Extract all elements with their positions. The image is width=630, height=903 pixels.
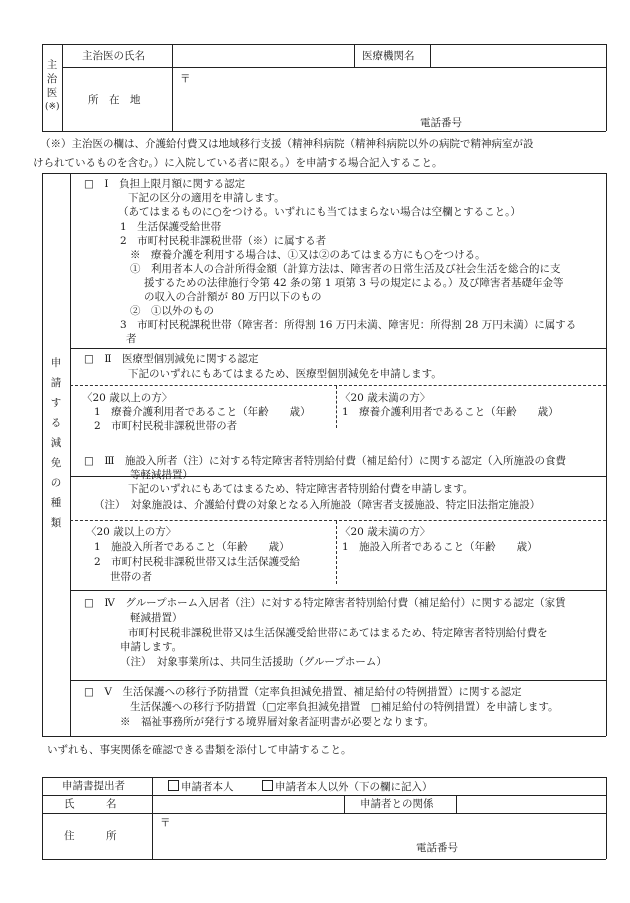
section-4-title[interactable]: □ Ⅳ グループホーム入居者（注）に対する特定障害者特別給付費（補足給付）に関する認定（家賃 <box>84 597 566 609</box>
section-3-note: （注） 対象施設は、介護給付費の対象となる入所施設（障害者支援施設、特定旧法指定施設） <box>94 499 541 511</box>
submitter-label: 申請書提出者 <box>62 780 125 792</box>
section-1-title[interactable]: □ Ⅰ 負担上限月額に関する認定 <box>84 178 246 190</box>
submitter-address-label: 住 所 <box>64 830 117 842</box>
submitter-phone-label: 電話番号 <box>416 842 458 854</box>
doctor-note-line2: けられているものを含む。）に入院している者に限る。）を申請する場合記入すること。 <box>33 157 443 169</box>
section-2-left-2[interactable]: 2 市町村民税非課税世帯の者 <box>94 420 238 432</box>
section-4-note: （注） 対象事業所は、共同生活援助（グループホーム） <box>120 656 387 668</box>
section-5-title[interactable]: □ Ⅴ 生活保護への移行予防措置（定率負担減免措置、補足給付の特例措置）に関する認定 <box>84 686 522 698</box>
attach-note: いずれも、事実関係を確認できる書類を添付して申請すること。 <box>47 744 352 756</box>
section-3-right-head: 〈20 歳未満の方〉 <box>340 526 431 538</box>
section-2-left-head: 〈20 歳以上の方〉 <box>82 392 173 404</box>
submitter-name-field[interactable] <box>156 797 340 811</box>
institution-label: 医療機関名 <box>362 50 415 62</box>
section-5-note: ※ 福祉事務所が発行する境界層対象者証明書が必要となります。 <box>120 716 435 728</box>
section-3-left-head: 〈20 歳以上の方〉 <box>86 526 177 538</box>
section-2-title[interactable]: □ Ⅱ 医療型個別減免に関する認定 <box>84 353 259 365</box>
section-2-right-head: 〈20 歳未満の方〉 <box>340 392 431 404</box>
section-3-title-cont: 等軽減措置） <box>130 469 193 481</box>
section-5-desc: 生活保護への移行予防措置（□定率負担減免措置 □補足給付の特例措置）を申請します。 <box>130 701 559 713</box>
self-option-label: 申請者本人 <box>181 781 234 793</box>
section-3-left-1[interactable]: 1 施設入所者であること（年齢 歳） <box>94 541 290 553</box>
section-1-sub-1[interactable]: ① 利用者本人の合計所得金額（計算方法は、障害者の日常生活及び社会生活を総合的に支 <box>130 263 561 275</box>
section-1-sub-1-cont2: の収入の合計額が 80 万円以下のもの <box>144 291 322 303</box>
section-2-right-1[interactable]: 1 療養介護利用者であること（年齢 歳） <box>342 406 559 418</box>
relation-field[interactable] <box>460 797 602 811</box>
section-1-line2: （あてはまるものに○をつける。いずれにも当てはまらない場合は空欄とすること。） <box>118 206 521 218</box>
section-2-left-1[interactable]: 1 療養介護利用者であること（年齢 歳） <box>94 406 311 418</box>
doctor-address-label: 所 在 地 <box>88 94 141 106</box>
section-1-line1: 下記の区分の適用を申請します。 <box>128 192 285 204</box>
other-checkbox[interactable] <box>262 780 273 791</box>
section-1-option-3[interactable]: 3 市町村民税課税世帯（障害者：所得割 16 万円未満、障害児：所得割 28 万円未満）に属する <box>120 319 577 331</box>
section-1-sub-1-cont: 援するための法律施行令第 42 条の第 1 項第 3 号の規定による。）及び障害者基礎年金等 <box>144 277 564 289</box>
submitter-option-other[interactable] <box>262 780 433 794</box>
section-1-option-3-cont: 者 <box>126 333 137 345</box>
section-4-desc: 市町村民税非課税世帯又は生活保護受給世帯にあてはまるため、特定障害者特別給付費を <box>128 627 548 639</box>
self-checkbox[interactable] <box>168 780 179 791</box>
section-3-title[interactable]: □ Ⅲ 施設入所者（注）に対する特定障害者特別給付費（補足給付）に関する認定（入所施設の食費 <box>84 455 567 467</box>
section-2-desc: 下記のいずれにもあてはまるため、医療型個別減免を申請します。 <box>128 368 442 380</box>
section-3-left-2-cont: 世帯の者 <box>110 571 152 583</box>
section-3-desc: 下記のいずれにもあてはまるため、特定障害者特別給付費を申請します。 <box>128 483 474 495</box>
section-1-note: ※ 療養介護を利用する場合は、①又は②のあてはまる方にも○をつける。 <box>130 249 486 261</box>
section-1-option-1[interactable]: 1 生活保護受給世帯 <box>120 221 222 233</box>
submitter-address-field[interactable] <box>176 816 596 838</box>
doctor-address-field[interactable] <box>196 71 596 111</box>
institution-field[interactable] <box>434 47 602 65</box>
doctor-note-line1: （※）主治医の欄は、介護給付費又は地域移行支援（精神科病院（精神科病院以外の病院で精神病室が設 <box>40 138 534 150</box>
section-4-desc-cont: 申請します。 <box>120 641 183 653</box>
reduction-vertical-label: 申 請 す る 減 免 の 種 類 <box>50 357 62 529</box>
submitter-postal-mark: 〒 <box>160 817 171 829</box>
section-4-title-cont: 軽減措置） <box>130 612 183 624</box>
section-1-sub-2[interactable]: ② ①以外のもの <box>130 305 214 317</box>
other-option-label: 申請者本人以外（下の欄に記入） <box>275 781 433 793</box>
submitter-name-label: 氏 名 <box>64 798 117 810</box>
relation-label: 申請者との関係 <box>360 798 434 810</box>
doctor-name-label: 主治医の氏名 <box>82 50 145 62</box>
doctor-phone-label: 電話番号 <box>420 117 462 129</box>
doctor-vertical-label: 主 治 医 (※) <box>45 59 60 112</box>
section-3-right-1[interactable]: 1 施設入所者であること（年齢 歳） <box>342 541 538 553</box>
doctor-postal-mark: 〒 <box>180 73 191 85</box>
section-3-left-2[interactable]: 2 市町村民税非課税世帯又は生活保護受給 <box>94 556 301 568</box>
section-1-option-2[interactable]: 2 市町村民税非課税世帯（※）に属する者 <box>120 235 327 247</box>
doctor-name-field[interactable] <box>176 47 350 65</box>
submitter-option-self[interactable] <box>168 780 234 794</box>
